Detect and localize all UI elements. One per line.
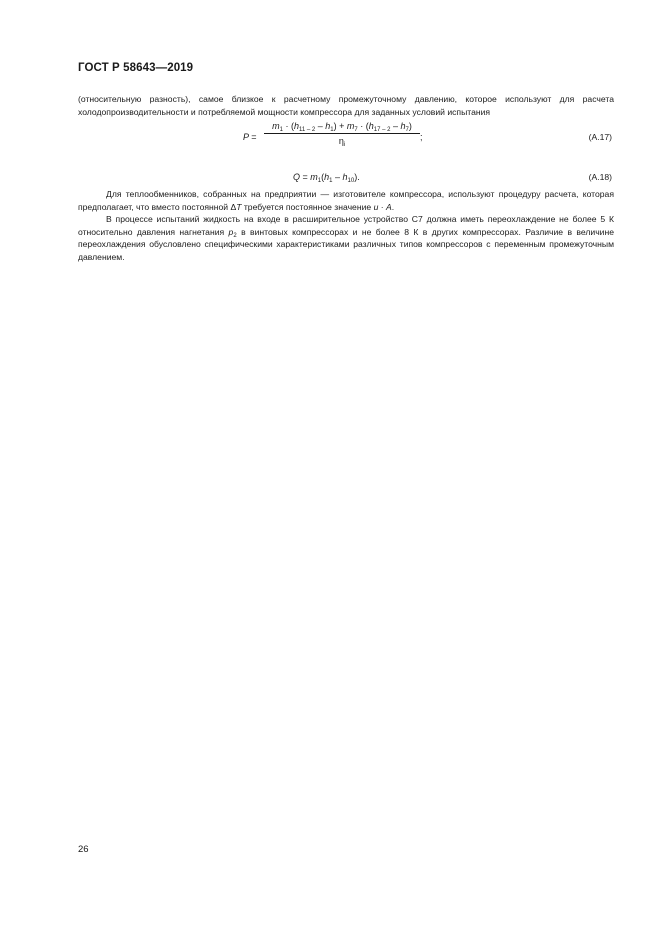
document-header: ГОСТ Р 58643—2019 bbox=[78, 62, 194, 74]
formula-a18-expression: $Q = m_1(h_1 - h_{10})$. bbox=[293, 172, 360, 184]
formula-a17-fraction-bar bbox=[264, 133, 420, 134]
formula-a17-denominator: $\eta_i$ bbox=[338, 136, 346, 148]
formula-a17-fraction bbox=[264, 121, 420, 146]
paragraph-2-mid: требуется постоянное значение bbox=[243, 201, 372, 212]
formula-a18 bbox=[78, 172, 614, 186]
page-number: 26 bbox=[78, 844, 89, 855]
paragraph-1 bbox=[78, 93, 614, 118]
paragraph-2-lead: Для теплообменников, собранных на предприятии — изготовителе компрессора, используют процедуру расчета, которая предполагает, что вместо постоянной bbox=[78, 189, 614, 212]
paragraph-3: В процессе испытаний жидкость на входе в расширительное устройство С7 должна иметь переохлаждение не более 5 К относительно давления нагнетания $p_2$ в винтовых компрессорах и не более 8 К в других компрессорах. Различие в величине переохлаждения обусловлено специфическими характеристиками различных типов компрессоров с переменным промежуточным давлением. bbox=[78, 214, 614, 262]
formula-a17-numerator: $m_1 \cdot (h_{11 - 2} - h_1) + m_7 \cdot (h_{17 - 2} - h_7)$ bbox=[272, 121, 412, 133]
formula-a17-semicolon: ; bbox=[420, 132, 423, 142]
formula-a17-lhs: P = bbox=[243, 132, 257, 142]
paragraph-3-part2: в винтовых компрессорах и не более 8 К в других компрессорах. Различие в величине переохлаждения обусловлено специфическими характеристиками различных типов компрессоров с переменным промежуточным давлением. bbox=[78, 226, 614, 262]
formula-a17-number: (А.17) bbox=[588, 132, 612, 142]
formula-a18-number: (А.18) bbox=[588, 172, 612, 182]
paragraph-1-text: (относительную разность), самое близкое к расчетному промежуточному давлению, которое используют для расчета холодопроизводительности и потребляемой мощности компрессора для заданных условий испытания bbox=[78, 94, 614, 117]
paragraph-2: Для теплообменников, собранных на предприятии — изготовителе компрессора, используют процедуру расчета, которая предполагает, что вместо постоянной ΔT требуется постоянное значение u · A. bbox=[78, 189, 614, 212]
formula-a17 bbox=[78, 121, 614, 155]
paragraph-3-part1: В процессе испытаний жидкость на входе в расширительное устройство С7 должна иметь переохлаждение не более 5 К относительно давления нагнетания bbox=[78, 214, 614, 237]
body-paragraphs bbox=[78, 188, 614, 263]
